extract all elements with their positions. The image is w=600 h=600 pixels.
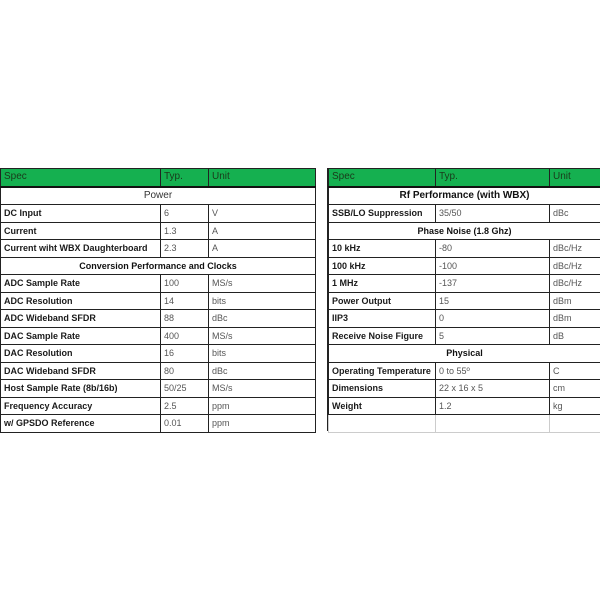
section-title: Power xyxy=(1,187,316,205)
typ-cell: 0 xyxy=(436,310,550,328)
typ-cell: -137 xyxy=(436,275,550,293)
unit-cell: C xyxy=(550,362,600,380)
typ-cell: 14 xyxy=(161,292,209,310)
table-row xyxy=(1,362,316,380)
table-row xyxy=(1,310,316,328)
typ-cell: 16 xyxy=(161,345,209,363)
spec-cell: DAC Sample Rate xyxy=(1,327,161,345)
typ-cell: 1.2 xyxy=(436,397,550,415)
unit-cell: dBc xyxy=(550,205,600,223)
spec-cell: Host Sample Rate (8b/16b) xyxy=(1,380,161,398)
spec-cell: 1 MHz xyxy=(329,275,436,293)
typ-cell: 2.3 xyxy=(161,240,209,258)
header-unit: Unit xyxy=(209,169,316,187)
table-row xyxy=(329,327,600,345)
spec-cell: Receive Noise Figure xyxy=(329,327,436,345)
typ-cell: 100 xyxy=(161,275,209,293)
unit-cell: dBc xyxy=(209,362,316,380)
table-row xyxy=(1,205,316,223)
table-row xyxy=(329,275,600,293)
typ-cell: 5 xyxy=(436,327,550,345)
section-header-row xyxy=(329,187,600,205)
spec-cell: 10 kHz xyxy=(329,240,436,258)
unit-cell: V xyxy=(209,205,316,223)
table-row xyxy=(329,240,600,258)
table-row xyxy=(329,292,600,310)
typ-cell: 0.01 xyxy=(161,415,209,433)
header-unit: Unit xyxy=(550,169,600,187)
section-header-row xyxy=(1,257,316,275)
spec-cell: IIP3 xyxy=(329,310,436,328)
unit-cell: dB xyxy=(550,327,600,345)
empty-cell xyxy=(329,415,436,433)
table-row xyxy=(329,362,600,380)
unit-cell: dBm xyxy=(550,310,600,328)
unit-cell: cm xyxy=(550,380,600,398)
typ-cell: 35/50 xyxy=(436,205,550,223)
spec-cell: Power Output xyxy=(329,292,436,310)
spec-cell: w/ GPSDO Reference xyxy=(1,415,161,433)
header-typ: Typ. xyxy=(436,169,550,187)
unit-cell: dBm xyxy=(550,292,600,310)
section-header-row xyxy=(1,187,316,205)
spec-cell: ADC Wideband SFDR xyxy=(1,310,161,328)
unit-cell: bits xyxy=(209,345,316,363)
spec-cell: Frequency Accuracy xyxy=(1,397,161,415)
spec-cell: ADC Resolution xyxy=(1,292,161,310)
right-spec-table xyxy=(328,168,600,433)
unit-cell: A xyxy=(209,240,316,258)
spec-cell: SSB/LO Suppression xyxy=(329,205,436,223)
typ-cell: 6 xyxy=(161,205,209,223)
table-row xyxy=(329,257,600,275)
typ-cell: 88 xyxy=(161,310,209,328)
unit-cell: dBc xyxy=(209,310,316,328)
spec-cell: DAC Resolution xyxy=(1,345,161,363)
left-spec-table xyxy=(0,168,316,433)
spec-cell: Current xyxy=(1,222,161,240)
empty-cell xyxy=(550,415,600,433)
spec-cell: Dimensions xyxy=(329,380,436,398)
table-row xyxy=(1,275,316,293)
table-row xyxy=(329,310,600,328)
left-spec-table-body xyxy=(1,169,316,433)
unit-cell: dBc/Hz xyxy=(550,257,600,275)
header-spec: Spec xyxy=(329,169,436,187)
typ-cell: 80 xyxy=(161,362,209,380)
section-title: Conversion Performance and Clocks xyxy=(1,257,316,275)
section-header-row xyxy=(329,345,600,363)
typ-cell: 1.3 xyxy=(161,222,209,240)
table-row xyxy=(1,240,316,258)
table-row xyxy=(1,397,316,415)
header-spec: Spec xyxy=(1,169,161,187)
spec-cell: Current wiht WBX Daughterboard xyxy=(1,240,161,258)
section-title: Physical xyxy=(329,345,600,363)
typ-cell: 22 x 16 x 5 xyxy=(436,380,550,398)
table-row xyxy=(329,397,600,415)
table-row xyxy=(1,415,316,433)
unit-cell: bits xyxy=(209,292,316,310)
table-row xyxy=(1,292,316,310)
table-row xyxy=(329,380,600,398)
empty-row xyxy=(329,415,600,433)
header-typ: Typ. xyxy=(161,169,209,187)
section-title: Rf Performance (with WBX) xyxy=(329,187,600,205)
unit-cell: MS/s xyxy=(209,327,316,345)
typ-cell: -80 xyxy=(436,240,550,258)
unit-cell: MS/s xyxy=(209,380,316,398)
spec-cell: DC Input xyxy=(1,205,161,223)
spec-cell: DAC Wideband SFDR xyxy=(1,362,161,380)
unit-cell: kg xyxy=(550,397,600,415)
typ-cell: 2.5 xyxy=(161,397,209,415)
typ-cell: 400 xyxy=(161,327,209,345)
section-title: Phase Noise (1.8 Ghz) xyxy=(329,222,600,240)
table-row xyxy=(1,327,316,345)
typ-cell: 15 xyxy=(436,292,550,310)
typ-cell: 50/25 xyxy=(161,380,209,398)
unit-cell: ppm xyxy=(209,397,316,415)
unit-cell: dBc/Hz xyxy=(550,275,600,293)
spec-cell: Operating Temperature xyxy=(329,362,436,380)
spec-cell: Weight xyxy=(329,397,436,415)
table-row xyxy=(1,222,316,240)
table-header-row xyxy=(329,169,600,187)
spec-cell: 100 kHz xyxy=(329,257,436,275)
right-spec-table-body xyxy=(329,169,600,433)
spec-cell: ADC Sample Rate xyxy=(1,275,161,293)
typ-cell: -100 xyxy=(436,257,550,275)
table-row xyxy=(329,205,600,223)
unit-cell: MS/s xyxy=(209,275,316,293)
empty-cell xyxy=(436,415,550,433)
table-row xyxy=(1,345,316,363)
unit-cell: ppm xyxy=(209,415,316,433)
table-header-row xyxy=(1,169,316,187)
section-header-row xyxy=(329,222,600,240)
typ-cell: 0 to 55º xyxy=(436,362,550,380)
unit-cell: A xyxy=(209,222,316,240)
table-divider-line xyxy=(327,168,328,431)
unit-cell: dBc/Hz xyxy=(550,240,600,258)
table-row xyxy=(1,380,316,398)
